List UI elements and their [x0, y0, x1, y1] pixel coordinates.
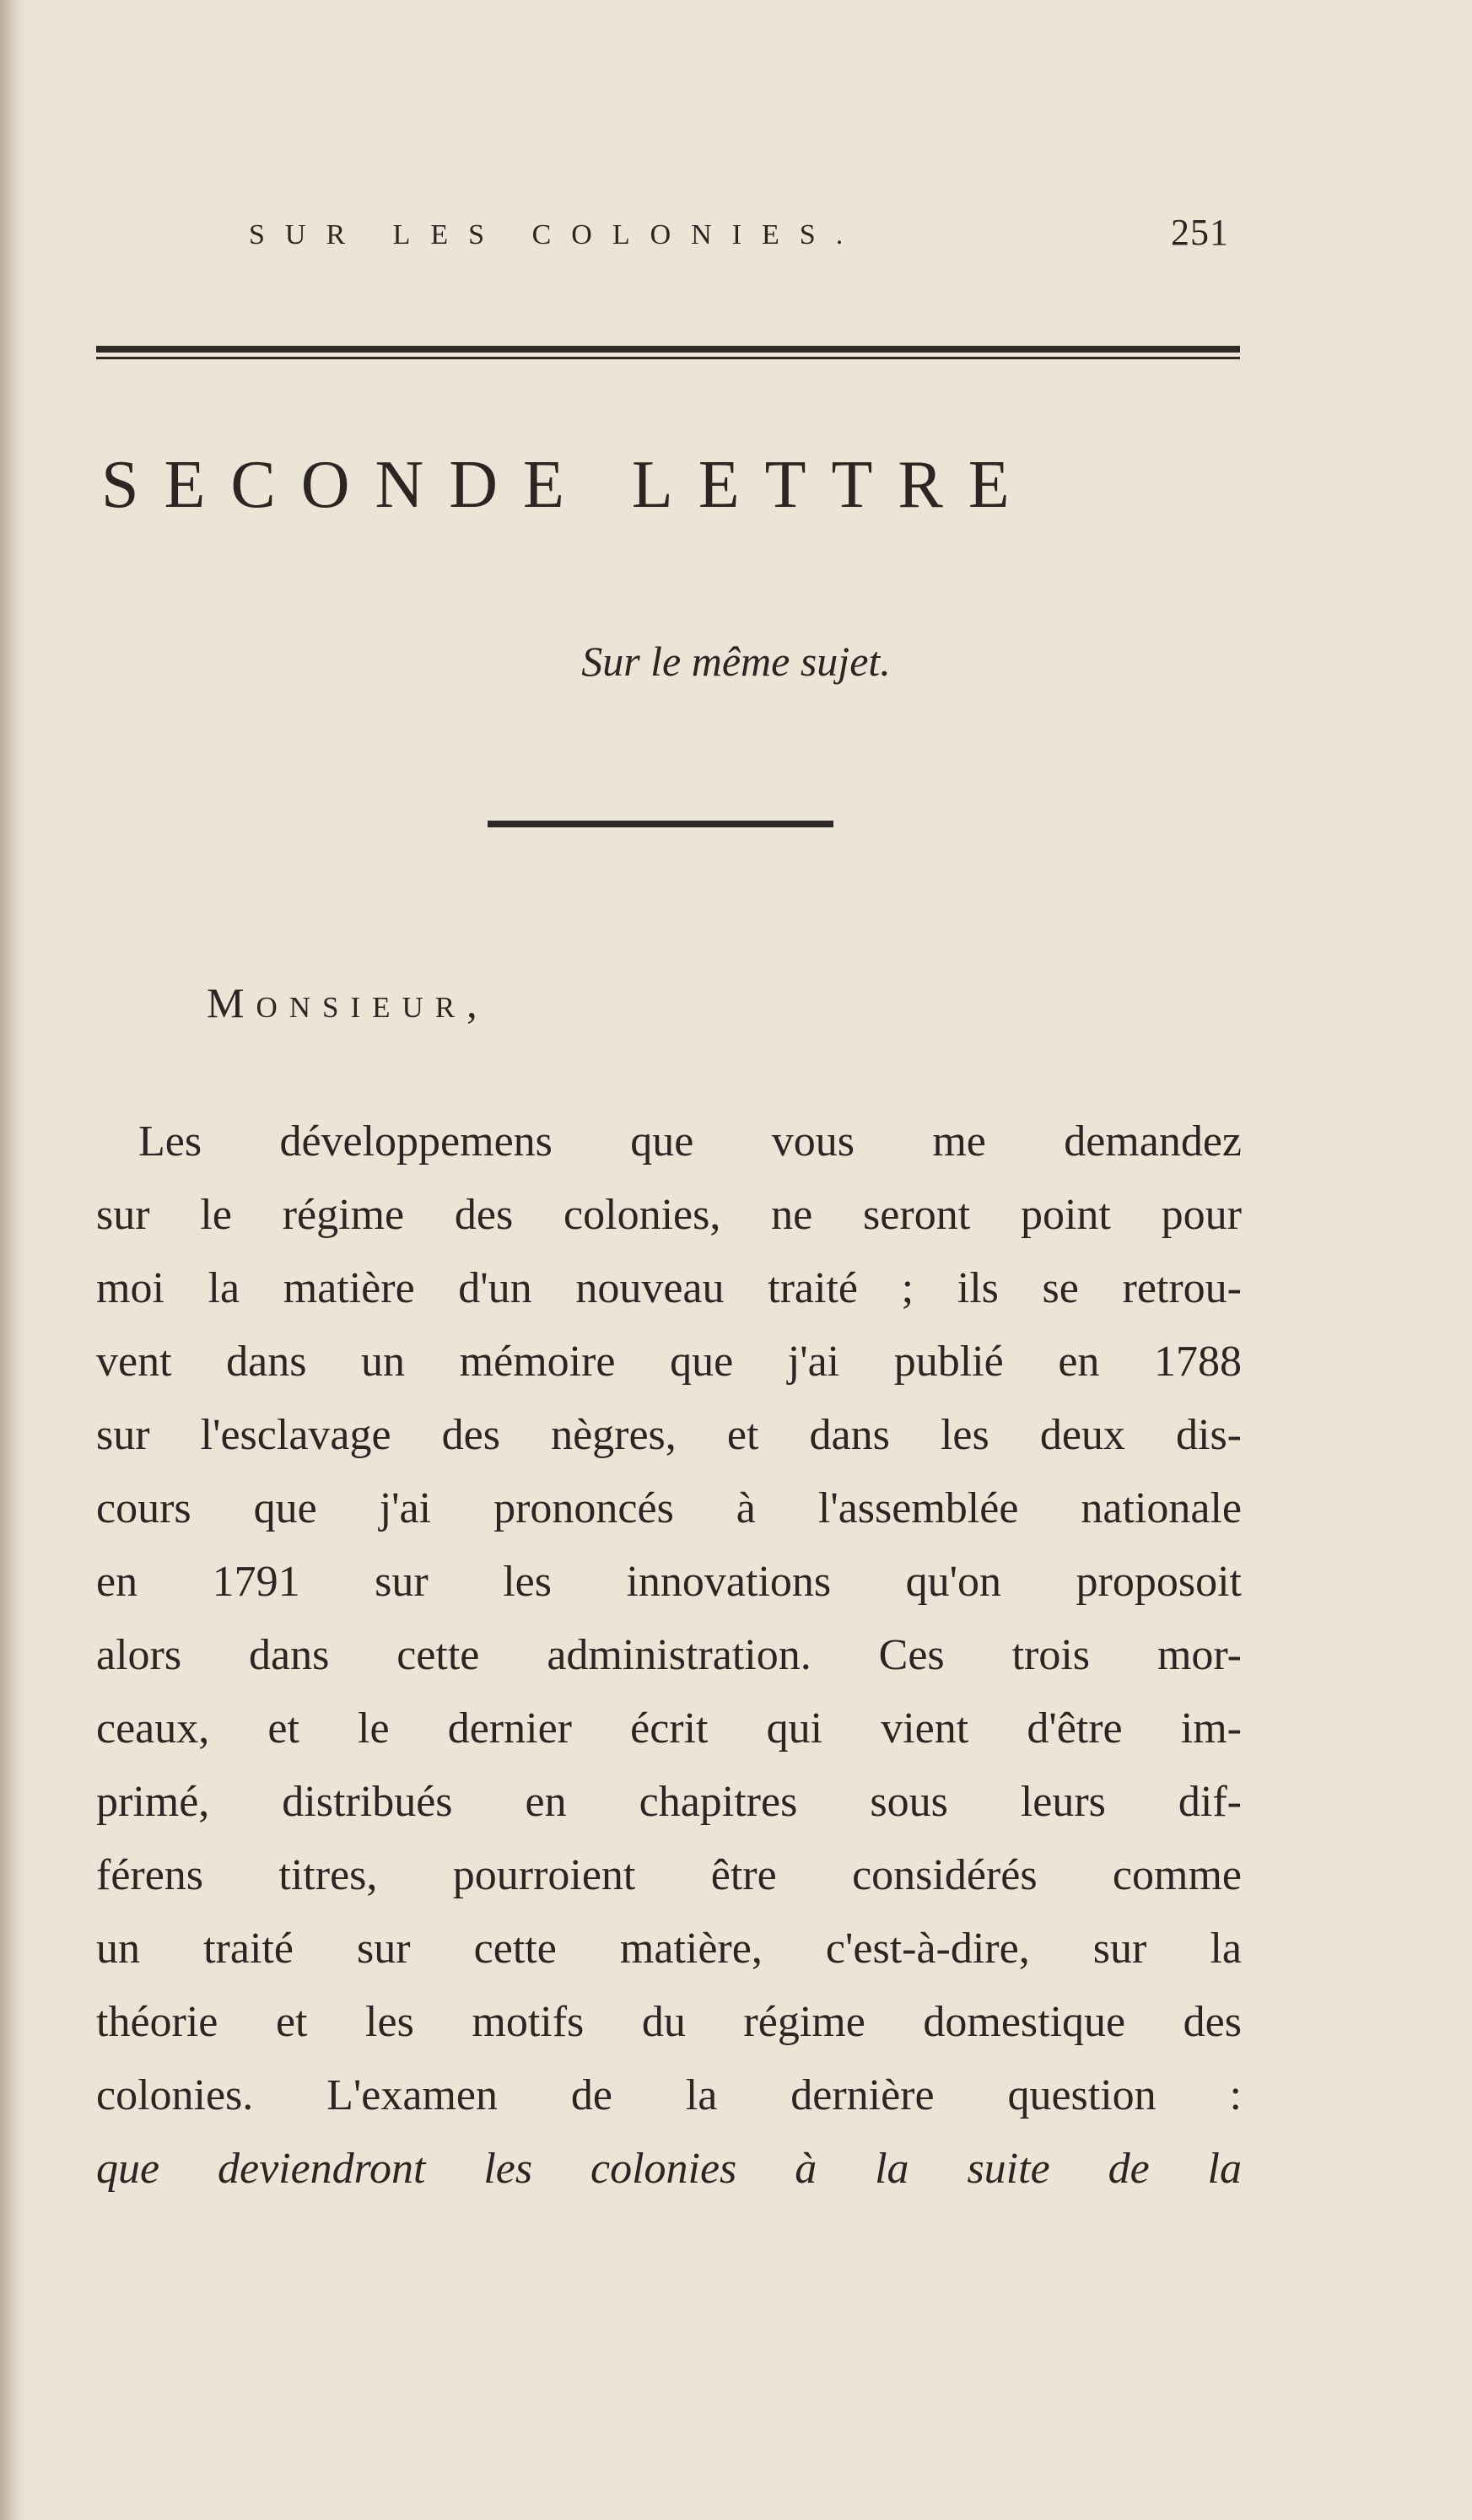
text-line: sur l'esclavage des nègres, et dans les deux dis- [96, 1411, 1242, 1459]
text-line-italic: que deviendront les colonies à la suite de la [96, 2145, 1242, 2193]
text-line: alors dans cette administration. Ces trois mor- [96, 1631, 1242, 1679]
body-text [96, 1105, 1242, 2205]
double-rule-thick [96, 346, 1240, 353]
text-line: théorie et les motifs du régime domestique des [96, 1998, 1242, 2046]
letter-heading: SECONDE LETTRE [101, 448, 1035, 522]
running-title: SUR LES COLONIES. [249, 219, 864, 250]
text-line: vent dans un mémoire que j'ai publié en 1788 [96, 1338, 1242, 1386]
double-rule [96, 346, 1240, 363]
running-head [249, 211, 1244, 261]
text-line: moi la matière d'un nouveau traité ; ils se retrou- [96, 1264, 1242, 1312]
text-line: férens titres, pourroient être considérés comme [96, 1851, 1242, 1899]
salutation: Monsieur, [207, 979, 489, 1026]
page-number: 251 [1171, 212, 1229, 253]
text-line: Les développemens que vous me demandez [138, 1117, 1242, 1166]
text-line: cours que j'ai prononcés à l'assemblée nationale [96, 1484, 1242, 1532]
double-rule-thin [96, 357, 1240, 359]
text-line: primé, distribués en chapitres sous leurs dif- [96, 1778, 1242, 1826]
text-line: un traité sur cette matière, c'est-à-dire, sur la [96, 1925, 1242, 1973]
text-line: en 1791 sur les innovations qu'on proposoit [96, 1558, 1242, 1606]
text-line: ceaux, et le dernier écrit qui vient d'être im- [96, 1704, 1242, 1753]
section-rule [488, 821, 833, 827]
spine-shadow [0, 0, 25, 2520]
text-line: colonies. L'examen de la dernière question : [96, 2071, 1242, 2119]
text-line: sur le régime des colonies, ne seront point pour [96, 1191, 1242, 1239]
letter-subheading: Sur le même sujet. [581, 638, 891, 685]
